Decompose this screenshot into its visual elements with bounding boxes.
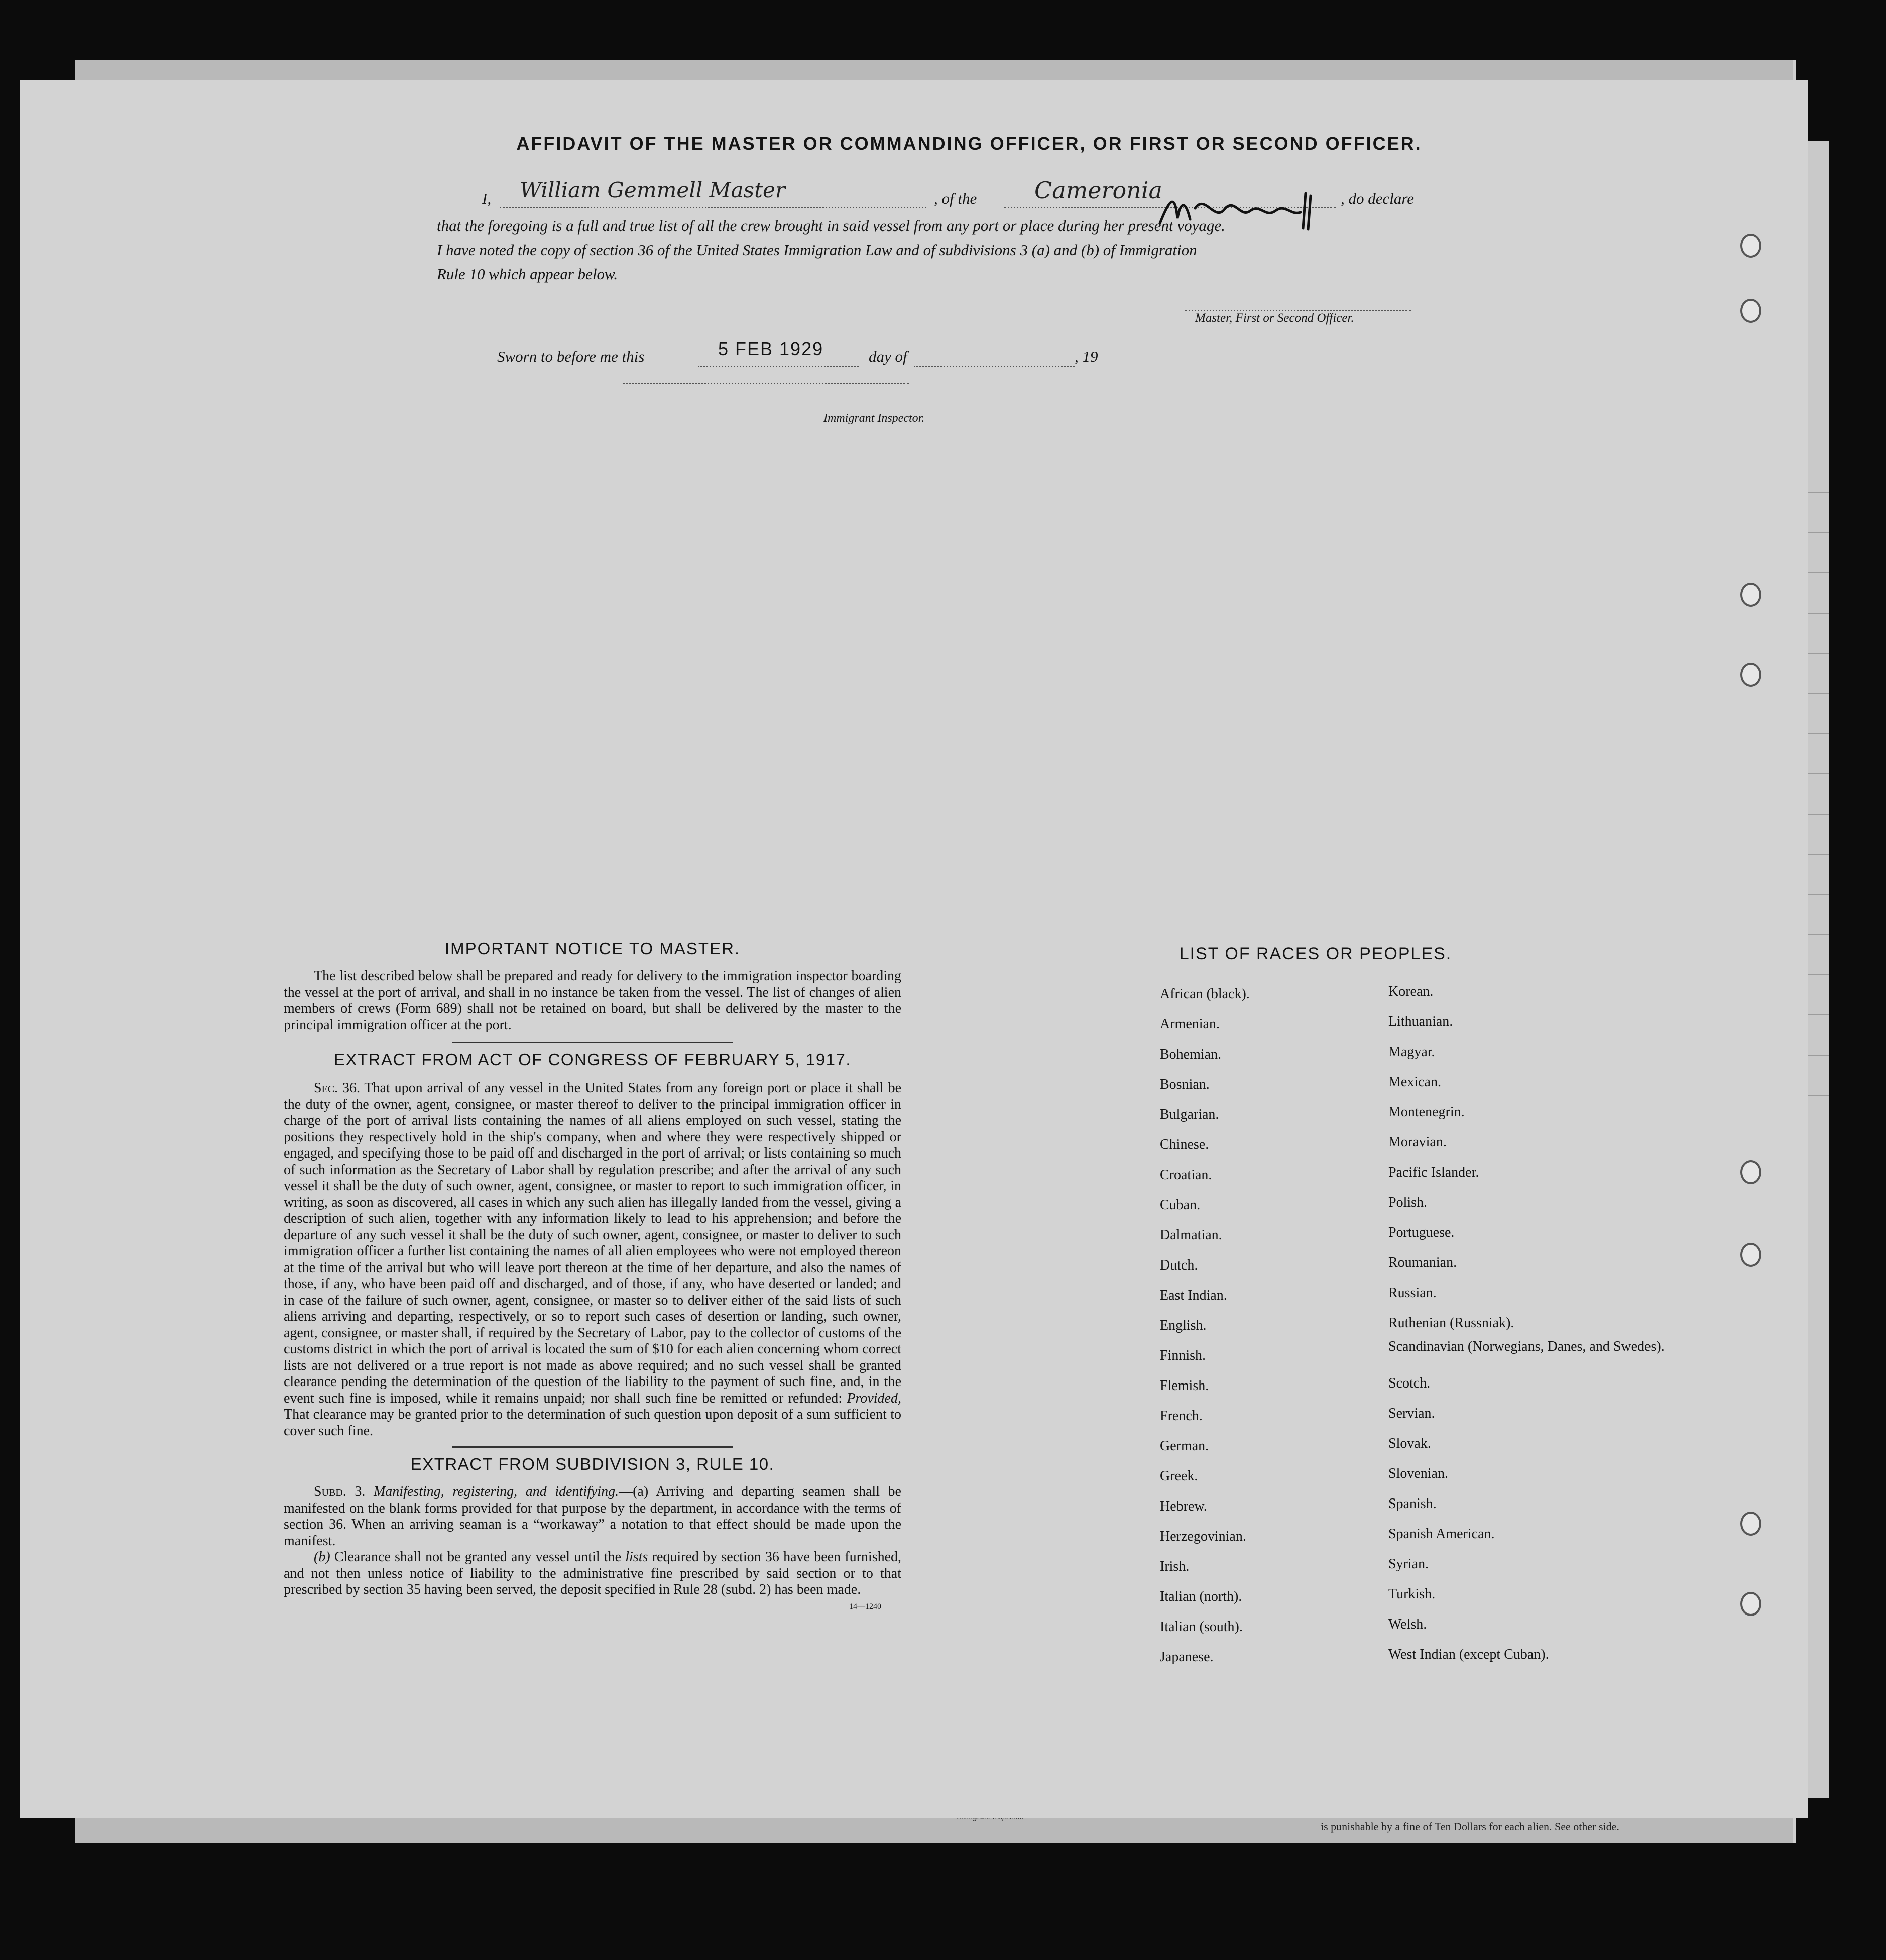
race-item: African (black). — [1160, 986, 1250, 1002]
divider — [452, 1446, 733, 1448]
race-item: Chinese. — [1160, 1137, 1209, 1152]
affidavit-line-2: that the foregoing is a full and true list of all the crew brought in said vessel from any port or place during her present voyage. — [437, 217, 1225, 235]
race-item: Spanish American. — [1388, 1526, 1495, 1542]
race-item: Italian (north). — [1160, 1589, 1242, 1604]
date-stamp: 5 FEB 1929 — [718, 338, 824, 359]
para-b-lists: lists — [625, 1549, 648, 1565]
race-item: Roumanian. — [1388, 1255, 1457, 1271]
race-item: Scotch. — [1388, 1375, 1431, 1391]
act-extract-body — [284, 1080, 901, 1439]
race-item: Bohemian. — [1160, 1047, 1222, 1062]
rule-para-a — [284, 1484, 901, 1549]
affidavit-page — [20, 80, 1808, 1818]
rule-extract-title: EXTRACT FROM SUBDIVISION 3, RULE 10. — [410, 1455, 775, 1473]
race-item: West Indian (except Cuban). — [1388, 1647, 1549, 1662]
race-item: Mexican. — [1388, 1074, 1441, 1090]
binding-hole — [1740, 234, 1761, 258]
race-item: Bosnian. — [1160, 1077, 1210, 1092]
act-extract-text-end: That clearance may be granted prior to the determination of such question upon deposit of a sum sufficient to cover such fine. — [284, 1407, 901, 1439]
race-item: Russian. — [1388, 1285, 1437, 1301]
para-a-label: —(a) — [619, 1484, 649, 1500]
underlying-footer-note: is punishable by a fine of Ten Dollars for each alien. See other side. — [1321, 1820, 1619, 1833]
binding-hole — [1740, 1512, 1761, 1536]
races-column-2 — [1388, 977, 1665, 1670]
do-declare-label: , do declare — [1341, 190, 1414, 207]
race-item: Servian. — [1388, 1406, 1435, 1421]
affidavit-line-3: I have noted the copy of section 36 of the United States Immigration Law and of subdivisions 3 (a) and (b) of Immigration — [437, 241, 1197, 259]
para-b-label: (b) — [314, 1549, 330, 1565]
affidavit-title: AFFIDAVIT OF THE MASTER OR COMMANDING OFFICER, OR FIRST OR SECOND OFFICER. — [516, 133, 1422, 154]
race-item: Slovak. — [1388, 1436, 1431, 1451]
race-item: Hebrew. — [1160, 1498, 1207, 1514]
race-item: East Indian. — [1160, 1288, 1227, 1303]
race-item: German. — [1160, 1438, 1209, 1454]
declarant-prefix: I, — [482, 190, 492, 207]
para-b-text-2: required by section 36 have been furnished, and not then unless notice of liability to the administrative fine prescribed by said section or to that prescribed by section 35 having been served, the deposit specified in Rule 28 (subd. 2) has been made. — [284, 1549, 902, 1597]
notice-body-text: The list described below shall be prepared and ready for delivery to the immigration inspector boarding the vessel at the port of arrival, and shall in no instance be taken from the vessel. The list of changes of alien members of crews (Form 689) shall not be retained on board, but shall be delivered by the master to the principal immigration officer at the port. — [284, 968, 901, 1033]
vessel-name: Cameronia — [1034, 177, 1162, 204]
races-title: LIST OF RACES OR PEOPLES. — [1179, 944, 1452, 963]
form-number: 14—1240 — [849, 1602, 881, 1611]
races-section — [1115, 944, 1516, 964]
race-item: French. — [1160, 1408, 1203, 1424]
year-prefix: , 19 — [1075, 348, 1098, 365]
declarant-name-line — [500, 178, 926, 208]
races-column-1 — [1160, 979, 1371, 1672]
race-item: Armenian. — [1160, 1016, 1220, 1032]
race-item: Welsh. — [1388, 1617, 1427, 1632]
notice-title: IMPORTANT NOTICE TO MASTER. — [444, 939, 741, 958]
race-item: Cuban. — [1160, 1197, 1201, 1213]
race-item: Italian (south). — [1160, 1619, 1243, 1635]
notice-body — [284, 968, 901, 1033]
inspector-label: Immigrant Inspector. — [823, 412, 925, 425]
race-item: English. — [1160, 1318, 1207, 1333]
race-item: Moravian. — [1388, 1134, 1447, 1150]
race-item: Slovenian. — [1388, 1466, 1448, 1481]
binding-hole — [1740, 583, 1761, 607]
day-of-label: day of — [869, 348, 907, 365]
subd-label: Subd. 3. — [314, 1484, 366, 1500]
provided-label: Provided, — [847, 1390, 901, 1406]
subd-heading: Manifesting, registering, and identifying. — [373, 1484, 619, 1500]
race-item: Flemish. — [1160, 1378, 1209, 1394]
master-signature — [1155, 188, 1336, 234]
race-item: Turkish. — [1388, 1586, 1436, 1602]
race-item: Polish. — [1388, 1195, 1428, 1210]
race-item: Spanish. — [1388, 1496, 1437, 1512]
race-item: Dutch. — [1160, 1257, 1198, 1273]
binding-hole — [1740, 299, 1761, 323]
race-item: Dalmatian. — [1160, 1227, 1222, 1243]
affidavit-line-4: Rule 10 which appear below. — [437, 265, 618, 283]
race-item: Finnish. — [1160, 1348, 1206, 1363]
declarant-name: William Gemmell Master — [520, 178, 785, 202]
race-item: Ruthenian (Russniak). — [1388, 1315, 1514, 1331]
sworn-date-line — [698, 338, 859, 367]
signature-caption: Master, First or Second Officer. — [1195, 311, 1354, 325]
race-item: Portuguese. — [1388, 1225, 1455, 1240]
race-item: Greek. — [1160, 1468, 1198, 1484]
act-extract-text: That upon arrival of any vessel in the United States from any foreign port or place it shall be the duty of the owner, agent, consignee, or master thereof to deliver to the principal immigration officer in charge of the port of arrival lists containing the names of all aliens employed on such vessel, stating the positions they respectively hold in the ship's company, when and where they were respectively shipped or engaged, and specifying those to be paid off and discharged in the port of arrival; or lists containing so much of such information as the Secretary of Labor shall by regulation prescribe; and after the arrival of any such vessel it shall be the duty of such owner, agent, consignee, or master to report to such immigration officer, in writing, as soon as discovered, all cases in which any such alien has illegally landed from the vessel, giving a description of such alien, together with any information likely to lead to his apprehension; and before the departure of any such vessel it shall be the duty of such owner, agent, consignee, or master to deliver to such immigration officer a further list containing the names of all alien employees who were not employed thereon at the time of the arrival but who will leave port thereon at the time of her departure, and also the names of those, if any, who have been paid off and discharged, and of those, if any, who have deserted or landed; and in case of the failure of such owner, agent, consignee, or master so to deliver either of the said lists of such aliens arriving and departing, respectively, or so to report such cases of desertion or landing, such owner, agent, consignee, or master shall, if required by the Secretary of Labor, pay to the collector of customs of the customs district in which the port of arrival is located the sum of $10 for each alien concerning whom correct lists are not delivered or a true report is not made as above required; and no such vessel shall be granted clearance pending the determination of the question of the liability to the payment of such fine, and, in the event such fine is imposed, while it remains unpaid; nor shall such fine be remitted or refunded: — [284, 1080, 901, 1406]
section-label: Sec. 36. — [314, 1080, 361, 1096]
binding-hole — [1740, 1243, 1761, 1267]
race-item: Herzegovinian. — [1160, 1529, 1246, 1544]
race-item: Montenegrin. — [1388, 1104, 1465, 1120]
of-the-label: , of the — [934, 190, 977, 207]
race-item: Irish. — [1160, 1559, 1190, 1574]
race-item: Bulgarian. — [1160, 1107, 1219, 1122]
para-a-text: Arriving and departing seamen shall be manifested on the blank forms provided for that purpose by the department, in accordance with the terms of section 36. When an arriving seaman is a “workaway” a notation to that effect should be made upon the manifest. — [284, 1484, 901, 1549]
binding-hole — [1740, 1592, 1761, 1616]
race-item: Syrian. — [1388, 1556, 1429, 1572]
divider — [452, 1042, 733, 1043]
inspector-signature-line — [623, 382, 909, 384]
race-item: Japanese. — [1160, 1649, 1214, 1665]
race-item: Korean. — [1388, 984, 1434, 999]
month-line — [914, 341, 1075, 367]
race-item: Croatian. — [1160, 1167, 1212, 1183]
binding-hole — [1740, 663, 1761, 687]
sworn-label: Sworn to before me this — [497, 348, 645, 365]
legal-column — [284, 939, 901, 1611]
race-item: Pacific Islander. — [1388, 1165, 1479, 1180]
signature-line — [1185, 309, 1411, 311]
para-b-text-1: Clearance shall not be granted any vessel until the — [334, 1549, 622, 1565]
race-item: Magyar. — [1388, 1044, 1435, 1060]
act-extract-title: EXTRACT FROM ACT OF CONGRESS OF FEBRUARY 5, 1917. — [333, 1050, 852, 1069]
rule-para-b — [284, 1549, 901, 1598]
race-item: Lithuanian. — [1388, 1014, 1453, 1029]
binding-hole — [1740, 1160, 1761, 1184]
race-item: Scandinavian (Norwegians, Danes, and Swedes). — [1388, 1339, 1665, 1354]
